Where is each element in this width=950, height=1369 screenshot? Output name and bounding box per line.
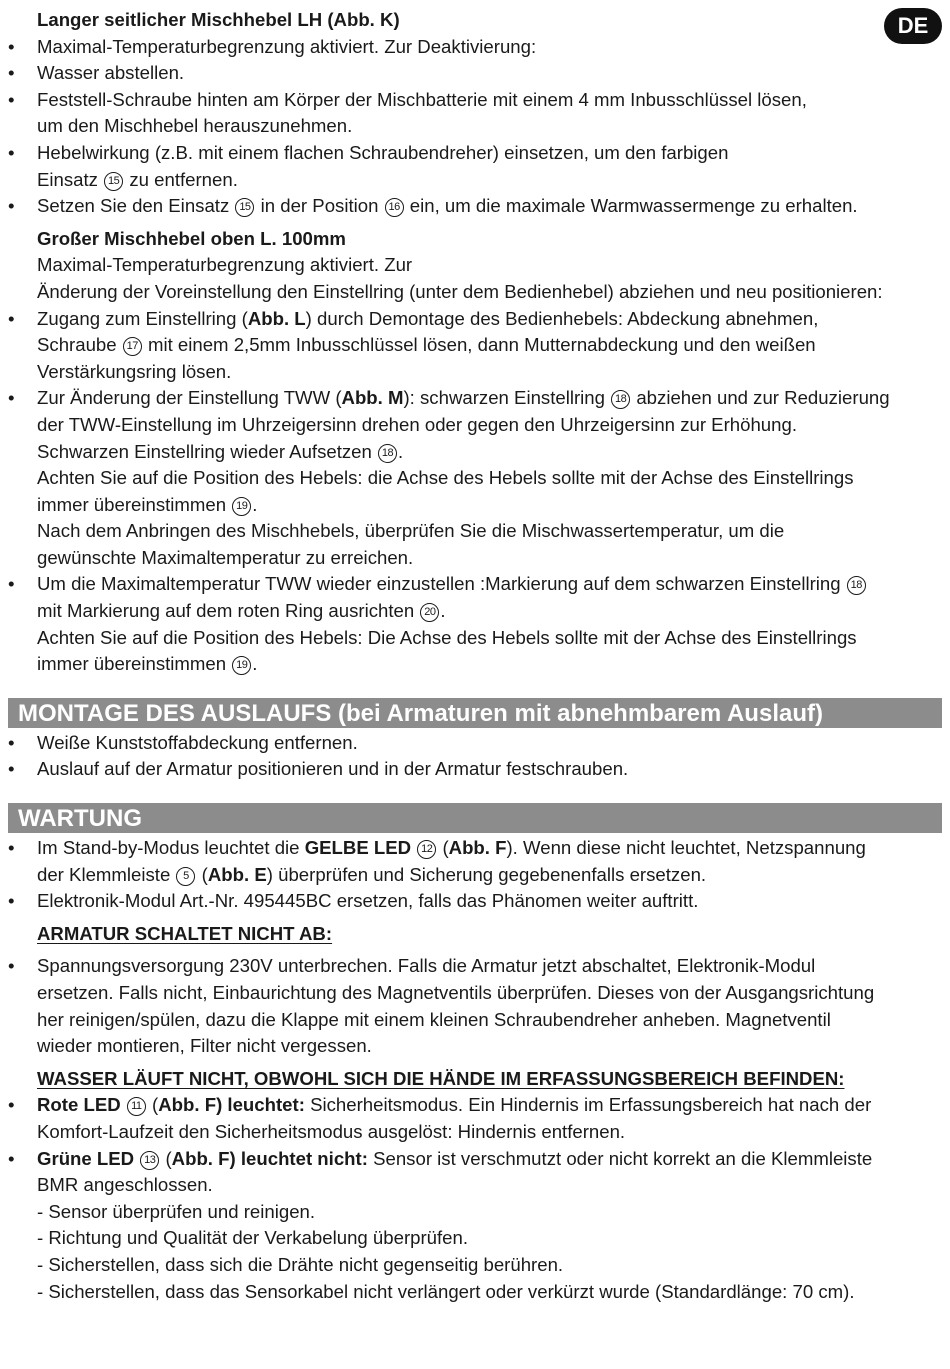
figure-ref: Abb. F bbox=[158, 1094, 217, 1116]
reference-number-19: 19 bbox=[232, 497, 251, 516]
list-item bbox=[8, 60, 942, 87]
item-text: Hebelwirkung (z.B. mit einem flachen Schraubendreher) einsetzen, um den farbigen bbox=[37, 141, 729, 163]
bullet: • bbox=[8, 955, 15, 977]
list-item bbox=[8, 87, 942, 114]
item-text: Auslauf auf der Armatur positionieren und in der Armatur festschrauben. bbox=[37, 758, 629, 780]
item-text: in der Position bbox=[260, 195, 379, 217]
item-text: her reinigen/spülen, dazu die Klappe mit einem kleinen Schraubendreher anheben. Magnetventil bbox=[37, 1008, 831, 1030]
item-text: ): schwarzen Einstellring bbox=[403, 387, 605, 409]
led-state: ) leuchtet nicht: bbox=[229, 1147, 368, 1169]
item-text: der TWW-Einstellung im Uhrzeigersinn drehen oder gegen den Uhrzeigersinn zur Erhöhung. bbox=[37, 413, 797, 435]
item-text: Achten Sie auf die Position des Hebels: Die Achse des Hebels sollte mit der Achse des Einstellrings bbox=[37, 626, 857, 648]
bullet: • bbox=[8, 62, 15, 84]
reference-number-18: 18 bbox=[378, 444, 397, 463]
item-text: BMR angeschlossen. bbox=[37, 1174, 213, 1196]
bullet: • bbox=[8, 88, 15, 110]
list-item-continuation bbox=[8, 1252, 942, 1279]
l100-heading: Großer Mischhebel oben L. 100mm bbox=[37, 227, 346, 249]
list-item bbox=[8, 953, 942, 980]
item-text: Zugang zum Einstellring ( bbox=[37, 307, 248, 329]
intro-line: Maximal-Temperaturbegrenzung aktiviert. Zur bbox=[37, 254, 413, 276]
bullet: • bbox=[8, 35, 15, 57]
list-item-continuation: Schwarzen Einstellring wieder Aufsetzen 18 . bbox=[37, 440, 404, 462]
list-item bbox=[8, 1092, 942, 1119]
reference-number-13: 13 bbox=[140, 1151, 159, 1170]
item-text: ( bbox=[165, 1147, 172, 1169]
item-text: Einsatz bbox=[37, 168, 98, 190]
bullet: • bbox=[8, 195, 15, 217]
list-item bbox=[8, 571, 942, 598]
list-item-continuation: immer übereinstimmen 19 . bbox=[37, 653, 258, 675]
item-text: Sensor ist verschmutzt oder nicht korrekt an die Klemmleiste bbox=[373, 1147, 873, 1169]
intro-text bbox=[8, 279, 942, 306]
figure-ref: Abb. F bbox=[448, 837, 507, 859]
list-item-continuation bbox=[8, 980, 942, 1007]
list-item-continuation bbox=[8, 412, 942, 439]
item-text: wieder montieren, Filter nicht vergessen. bbox=[37, 1035, 372, 1057]
list-item bbox=[8, 34, 942, 61]
list-item-continuation bbox=[8, 1225, 942, 1252]
item-text: Nach dem Anbringen des Mischhebels, überprüfen Sie die Mischwassertemperatur, um die bbox=[37, 520, 785, 542]
item-text: Um die Maximaltemperatur TWW wieder einzustellen :Markierung auf dem schwarzen Einstellring bbox=[37, 573, 841, 595]
list-item-continuation bbox=[8, 359, 942, 386]
sub-heading-no-shutoff: ARMATUR SCHALTET NICHT AB: bbox=[37, 922, 333, 944]
item-text: ). Wenn diese nicht leuchtet, Netzspannung bbox=[506, 837, 866, 859]
bullet: • bbox=[8, 1094, 15, 1116]
list-item-continuation bbox=[8, 545, 942, 572]
item-text: Maximal-Temperaturbegrenzung aktiviert. Zur Deaktivierung: bbox=[37, 35, 537, 57]
language-badge: DE bbox=[884, 8, 942, 44]
reference-number-18: 18 bbox=[611, 390, 630, 409]
item-text: ersetzen. Falls nicht, Einbaurichtung des Magnetventils überprüfen. Dieses von der Ausgangsrichtung bbox=[37, 982, 875, 1003]
figure-ref: Abb. L bbox=[247, 307, 306, 329]
list-item-continuation bbox=[8, 862, 942, 889]
item-text: der Klemmleiste bbox=[37, 863, 171, 885]
figure-ref: Abb. M bbox=[341, 387, 404, 409]
list-item-continuation bbox=[8, 1199, 942, 1226]
list-item-continuation bbox=[8, 1119, 942, 1146]
lh-heading: Langer seitlicher Mischhebel LH (Abb. K) bbox=[37, 9, 400, 30]
list-item-continuation bbox=[8, 1279, 942, 1306]
bullet: • bbox=[8, 141, 15, 163]
bullet: • bbox=[8, 1147, 15, 1169]
item-text: Schwarzen Einstellring wieder Aufsetzen bbox=[37, 440, 372, 462]
reference-number-18: 18 bbox=[847, 576, 866, 595]
section-lh-lever bbox=[8, 7, 942, 220]
item-text: Spannungsversorgung 230V unterbrechen. Falls die Armatur jetzt abschaltet, Elektronik-Modul bbox=[37, 955, 816, 977]
bullet: • bbox=[8, 758, 15, 780]
led-label: Grüne LED bbox=[37, 1147, 135, 1169]
item-text: mit einem 2,5mm Inbusschlüssel lösen, dann Mutternabdeckung und den weißen bbox=[147, 334, 816, 356]
item-text: ( bbox=[201, 863, 208, 885]
list-item-continuation bbox=[8, 1172, 942, 1199]
section-wartung bbox=[8, 803, 942, 1305]
list-item-continuation bbox=[8, 1033, 942, 1060]
list-item bbox=[8, 888, 942, 915]
list-item-continuation bbox=[8, 113, 942, 140]
list-item bbox=[8, 385, 942, 412]
led-label: Rote LED bbox=[37, 1094, 121, 1116]
item-text: Elektronik-Modul Art.-Nr. 495445BC ersetzen, falls das Phänomen weiter auftritt. bbox=[37, 890, 699, 912]
reference-number-15: 15 bbox=[104, 172, 123, 191]
list-item-continuation bbox=[8, 465, 942, 492]
item-text: um den Mischhebel herauszunehmen. bbox=[37, 115, 353, 137]
reference-number-19: 19 bbox=[232, 656, 251, 675]
item-text: Komfort-Laufzeit den Sicherheitsmodus ausgelöst: Hindernis entfernen. bbox=[37, 1120, 626, 1142]
sub-heading-no-water: WASSER LÄUFT NICHT, OBWOHL SICH DIE HÄNDE IM ERFASSUNGSBEREICH BEFINDEN: bbox=[37, 1067, 845, 1089]
item-text: Zur Änderung der Einstellung TWW ( bbox=[37, 387, 342, 409]
list-item-continuation bbox=[8, 167, 942, 194]
list-item bbox=[8, 835, 942, 862]
led-state: ) leuchtet: bbox=[216, 1094, 305, 1116]
page-content bbox=[8, 7, 942, 1305]
item-text: Wasser abstellen. bbox=[37, 62, 185, 84]
list-item-continuation bbox=[8, 625, 942, 652]
bullet: • bbox=[8, 307, 15, 329]
reference-number-11: 11 bbox=[127, 1097, 146, 1116]
montage-title-bar: MONTAGE DES AUSLAUFS (bei Armaturen mit abnehmbarem Auslauf) bbox=[8, 698, 942, 728]
item-text: Weiße Kunststoffabdeckung entfernen. bbox=[37, 731, 358, 753]
item-text: Schraube bbox=[37, 334, 117, 356]
item-text: Sicherheitsmodus. Ein Hindernis im Erfassungsbereich hat nach der bbox=[310, 1094, 872, 1116]
bullet: • bbox=[8, 573, 15, 595]
figure-ref: Abb. F bbox=[171, 1147, 230, 1169]
item-text: - Sicherstellen, dass das Sensorkabel nicht verlängert oder verkürzt wurde (Standardlänge: 70 cm). bbox=[37, 1280, 855, 1302]
list-item-continuation bbox=[8, 332, 942, 359]
item-text: immer übereinstimmen bbox=[37, 493, 227, 515]
list-item bbox=[8, 1146, 942, 1173]
reference-number-12: 12 bbox=[417, 840, 436, 859]
reference-number-16: 16 bbox=[385, 198, 404, 217]
item-text: ) überprüfen und Sicherung gegebenenfalls ersetzen. bbox=[266, 863, 707, 885]
item-text: Verstärkungsring lösen. bbox=[37, 360, 232, 382]
list-item-continuation: mit Markierung auf dem roten Ring ausrichten 20 . bbox=[37, 600, 446, 622]
bullet: • bbox=[8, 387, 15, 409]
list-item-continuation bbox=[8, 518, 942, 545]
bullet: • bbox=[8, 890, 15, 912]
list-item-continuation: immer übereinstimmen 19 . bbox=[37, 493, 258, 515]
bullet: • bbox=[8, 837, 15, 859]
item-text: zu entfernen. bbox=[129, 168, 238, 190]
intro-text bbox=[8, 252, 942, 279]
figure-ref: Abb. E bbox=[207, 863, 267, 885]
list-item bbox=[8, 730, 942, 757]
reference-number-15: 15 bbox=[235, 198, 254, 217]
item-text: Achten Sie auf die Position des Hebels: die Achse des Hebels sollte mit der Achse des Einstellrings bbox=[37, 467, 854, 489]
item-text: - Sensor überprüfen und reinigen. bbox=[37, 1200, 316, 1222]
item-text: - Richtung und Qualität der Verkabelung überprüfen. bbox=[37, 1227, 469, 1249]
section-montage bbox=[8, 698, 942, 783]
led-label: GELBE LED bbox=[304, 837, 412, 859]
item-text: mit Markierung auf dem roten Ring ausrichten bbox=[37, 600, 415, 622]
reference-number-20: 20 bbox=[420, 603, 439, 622]
list-item bbox=[8, 756, 942, 783]
item-text: - Sicherstellen, dass sich die Drähte nicht gegenseitig berühren. bbox=[37, 1253, 564, 1275]
item-text: Im Stand-by-Modus leuchtet die bbox=[37, 837, 300, 859]
item-text: abziehen und zur Reduzierung bbox=[636, 387, 890, 409]
item-text: immer übereinstimmen bbox=[37, 653, 227, 675]
item-text: gewünschte Maximaltemperatur zu erreichen. bbox=[37, 546, 414, 568]
list-item bbox=[8, 193, 942, 220]
item-text: Feststell-Schraube hinten am Körper der Mischbatterie mit einem 4 mm Inbusschlüssel lösen, bbox=[37, 88, 807, 110]
list-item bbox=[8, 306, 942, 333]
bullet: • bbox=[8, 731, 15, 753]
item-text: Setzen Sie den Einsatz bbox=[37, 195, 230, 217]
item-text: ein, um die maximale Warmwassermenge zu erhalten. bbox=[409, 195, 858, 217]
item-text: ( bbox=[152, 1094, 159, 1116]
wartung-title-bar: WARTUNG bbox=[8, 803, 942, 833]
reference-number-17: 17 bbox=[123, 337, 142, 356]
intro-line: Änderung der Voreinstellung den Einstellring (unter dem Bedienhebel) abziehen und neu positionieren: bbox=[37, 280, 883, 302]
section-l100-lever bbox=[8, 226, 942, 678]
item-text: ( bbox=[442, 837, 449, 859]
item-text: ) durch Demontage des Bedienhebels: Abdeckung abnehmen, bbox=[305, 307, 819, 329]
list-item-continuation bbox=[8, 1007, 942, 1034]
reference-number-5: 5 bbox=[176, 867, 195, 886]
list-item bbox=[8, 140, 942, 167]
